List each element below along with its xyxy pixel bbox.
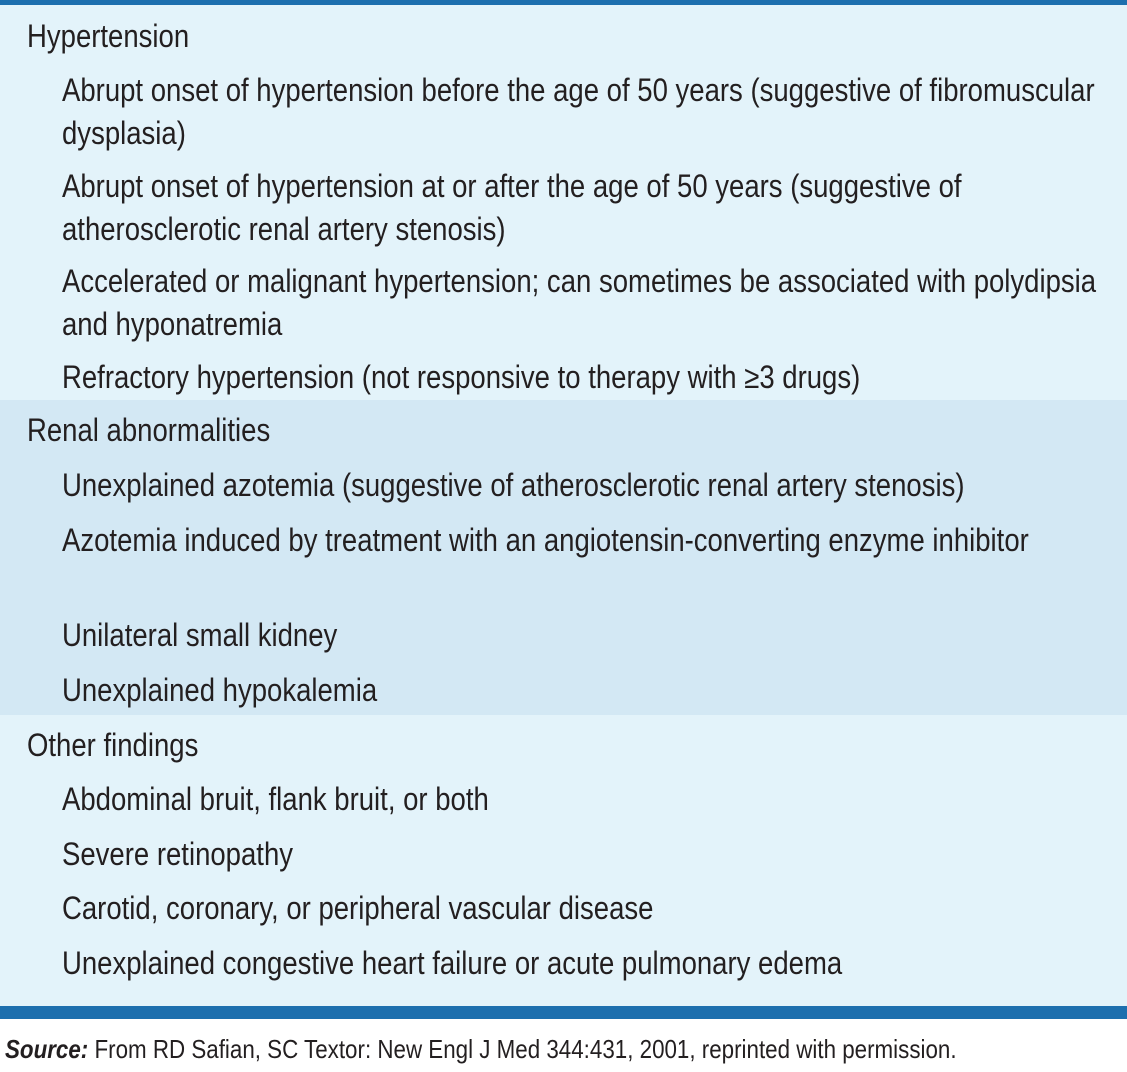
list-item: Abrupt onset of hypertension before the age of 50 years (suggestive of fibromuscular dysplasia) xyxy=(62,72,1095,151)
source-label: Source: xyxy=(5,1034,89,1064)
section-heading: Hypertension xyxy=(27,18,190,54)
table-bottom-rule xyxy=(0,1006,1127,1019)
list-item: Unexplained azotemia (suggestive of atherosclerotic renal artery stenosis) xyxy=(62,467,965,503)
list-item: Accelerated or malignant hypertension; can sometimes be associated with polydipsia and hyponatremia xyxy=(62,263,1097,342)
source-citation xyxy=(5,1032,957,1066)
section-heading: Other findings xyxy=(27,727,199,763)
section-other-findings xyxy=(0,715,1127,1006)
list-item: Abrupt onset of hypertension at or after the age of 50 years (suggestive of atherosclerotic renal artery stenosis) xyxy=(62,168,962,247)
source-text: From RD Safian, SC Textor: New Engl J Med 344:431, 2001, reprinted with permission. xyxy=(88,1034,957,1064)
section-hypertension xyxy=(0,5,1127,400)
list-item: Unexplained congestive heart failure or acute pulmonary edema xyxy=(62,945,843,981)
list-item: Unilateral small kidney xyxy=(62,617,338,653)
list-item: Carotid, coronary, or peripheral vascular disease xyxy=(62,890,654,926)
list-item: Refractory hypertension (not responsive to therapy with ≥3 drugs) xyxy=(62,359,861,395)
list-item: Azotemia induced by treatment with an angiotensin-converting enzyme inhibitor xyxy=(62,522,1029,558)
section-renal-abnormalities xyxy=(0,400,1127,715)
section-heading: Renal abnormalities xyxy=(27,412,271,448)
list-item: Unexplained hypokalemia xyxy=(62,672,378,708)
list-item: Severe retinopathy xyxy=(62,836,294,872)
list-item: Abdominal bruit, flank bruit, or both xyxy=(62,781,489,817)
